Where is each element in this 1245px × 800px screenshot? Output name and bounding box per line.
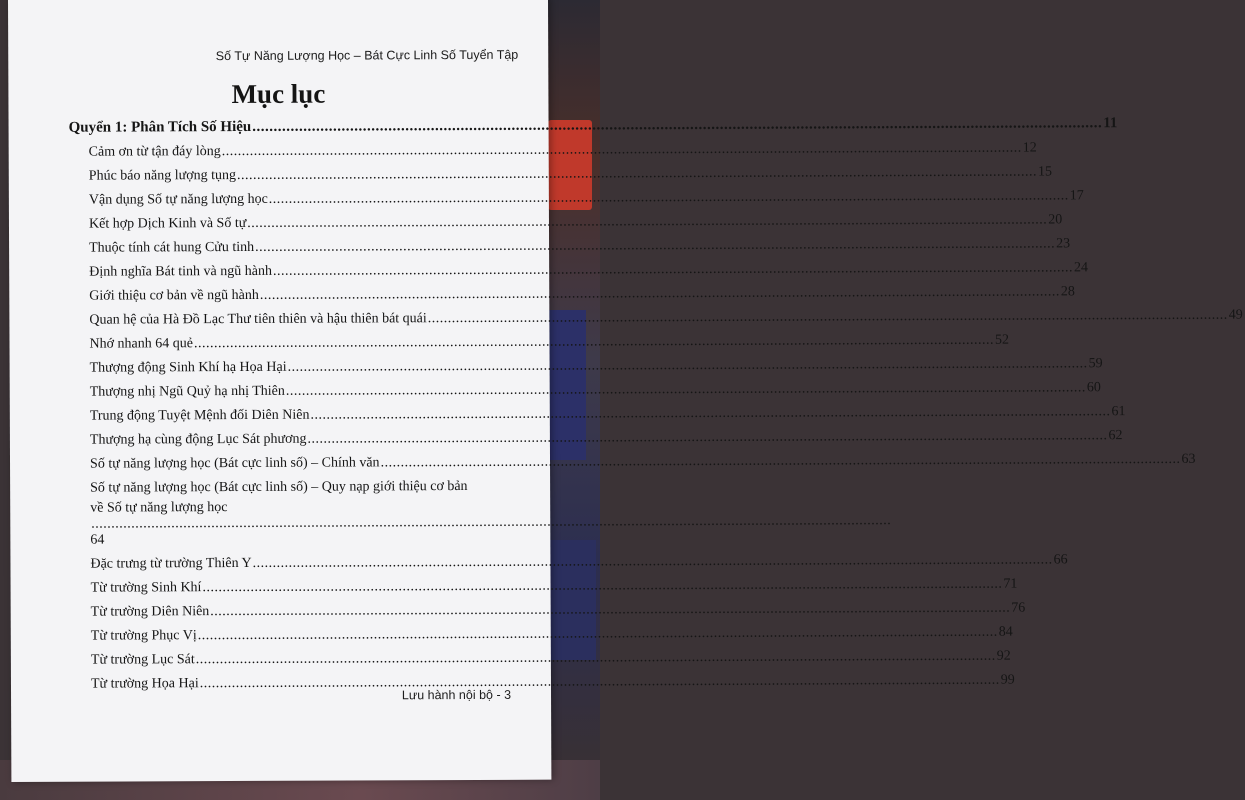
toc-entry-label: Trung động Tuyệt Mệnh đối Diên Niên — [89, 407, 310, 424]
toc-leader-dots: ........................................................................................................................................................................................................ — [247, 212, 1048, 231]
toc-chapter-page: 11 — [1103, 115, 1118, 132]
toc-entry — [69, 307, 1243, 329]
toc-entry-label: Phúc báo năng lượng tụng — [88, 168, 237, 184]
toc-entry-page: 92 — [996, 648, 1011, 664]
toc-entry — [69, 140, 1037, 161]
toc-entry-label: Từ trường Lục Sát — [90, 652, 195, 668]
toc-entry-label: Từ trường Diên Niên — [90, 604, 210, 620]
toc-entry — [70, 380, 1101, 401]
toc-entry — [70, 428, 1123, 449]
toc-entry — [70, 404, 1126, 425]
toc-entry-label-line1: Số tự năng lượng học (Bát cực linh số) – Quy nạp giới thiệu cơ bản — [90, 478, 468, 496]
toc-entry — [71, 600, 1026, 621]
toc-entry — [70, 356, 1103, 377]
toc-entry-page: 63 — [1181, 451, 1196, 467]
toc-entry-page: 66 — [1053, 552, 1068, 568]
toc-entry-list — [69, 140, 1243, 693]
toc-entry — [69, 236, 1071, 257]
toc-leader-dots: ........................................................................................................................................................................................................ — [202, 576, 1003, 596]
toc-entry-page: 24 — [1073, 260, 1088, 276]
toc-leader-dots: ........................................................................................................................................................................................................ — [427, 307, 1228, 327]
toc-entry-label: Kết hợp Dịch Kinh và Số tự — [88, 215, 247, 232]
toc-chapter-heading — [68, 115, 1118, 136]
toc-leader-dots: ........................................................................................................................................................................................................ — [259, 284, 1060, 303]
toc-leader-dots: ........................................................................................................................................................................................................ — [285, 380, 1086, 399]
toc-entry — [69, 188, 1084, 209]
toc-entry-page: 49 — [1228, 307, 1243, 323]
toc-entry-page: 61 — [1111, 404, 1126, 420]
toc-leader-dots: ........................................................................................................................................................................................................ — [252, 115, 1103, 135]
toc-entry-label: Từ trường Họa Hại — [90, 676, 199, 692]
toc-entry-page: 99 — [1000, 672, 1015, 688]
toc-leader-dots: ........................................................................................................................................................................................................ — [91, 513, 892, 532]
toc-entry-label: Thượng hạ cùng động Lục Sát phương — [89, 431, 307, 448]
toc-leader-dots: ........................................................................................................................................................................................................ — [380, 451, 1181, 471]
toc-entry-page: 60 — [1086, 380, 1101, 396]
toc-entry-page: 17 — [1069, 188, 1084, 204]
running-header: Số Tự Năng Lượng Học – Bát Cực Linh Số Tuyển Tập — [215, 47, 519, 64]
toc-leader-dots: ........................................................................................................................................................................................................ — [310, 404, 1111, 423]
toc-entry-label: Quan hệ của Hà Đồ Lạc Thư tiên thiên và hậu thiên bát quái — [89, 311, 427, 328]
toc-entry-label: về Số tự năng lượng học — [90, 500, 228, 516]
toc-leader-dots: ........................................................................................................................................................................................................ — [221, 140, 1022, 160]
toc-leader-dots: ........................................................................................................................................................................................................ — [307, 428, 1108, 447]
toc-entry-label: Từ trường Sinh Khí — [90, 580, 202, 596]
toc-entry-page: 12 — [1022, 140, 1037, 156]
toc-entry — [69, 332, 1009, 353]
toc-leader-dots: ........................................................................................................................................................................................................ — [272, 260, 1073, 279]
page-footer: Lưu hành nội bộ - 3 — [401, 687, 512, 703]
toc-entry-label: Vận dụng Số tự năng lượng học — [88, 191, 268, 208]
toc-entry-label: Thượng động Sinh Khí hạ Họa Hại — [89, 359, 287, 376]
toc-entry — [71, 576, 1018, 597]
toc-entry-label: Đặc trưng từ trường Thiên Y — [90, 555, 252, 572]
toc-entry-label: Thuộc tính cát hung Cửu tinh — [89, 239, 255, 256]
toc-leader-dots: ........................................................................................................................................................................................................ — [210, 600, 1011, 620]
toc-entry-page: 64 — [90, 532, 105, 548]
toc-leader-dots: ........................................................................................................................................................................................................ — [287, 356, 1088, 375]
toc-entry-label: Cảm ơn từ tận đáy lòng — [88, 144, 221, 160]
toc-entry — [69, 212, 1063, 233]
toc-entry — [71, 624, 1013, 645]
toc-leader-dots: ........................................................................................................................................................................................................ — [197, 624, 998, 644]
toc-entry-page: 20 — [1048, 212, 1063, 228]
toc-entry — [71, 648, 1011, 669]
toc-entry-page: 28 — [1060, 284, 1075, 300]
toc-entry-page: 59 — [1088, 356, 1103, 372]
toc-entry — [69, 284, 1075, 305]
toc-leader-dots: ........................................................................................................................................................................................................ — [268, 188, 1069, 207]
toc-entry — [70, 451, 1196, 473]
toc-entry — [69, 164, 1052, 185]
toc-leader-dots: ........................................................................................................................................................................................................ — [255, 236, 1056, 255]
toc-leader-dots: ........................................................................................................................................................................................................ — [195, 648, 996, 668]
toc-entry-page: 84 — [998, 624, 1013, 640]
toc-entry-label: Thượng nhị Ngũ Quỷ hạ nhị Thiên — [89, 383, 285, 400]
toc-entry — [69, 260, 1088, 281]
toc-entry-label: Số tự năng lượng học (Bát cực linh số) – Chính văn — [89, 455, 380, 472]
toc-entry-label: Từ trường Phục Vị — [90, 628, 197, 644]
toc-entry-page: 52 — [994, 332, 1009, 348]
toc-entry-page: 76 — [1011, 600, 1026, 616]
toc-entry — [70, 552, 1068, 573]
toc-entry-label: Định nghĩa Bát tinh và ngũ hành — [89, 263, 272, 280]
toc-leader-dots: ........................................................................................................................................................................................................ — [236, 164, 1037, 184]
toc-leader-dots: ........................................................................................................................................................................................................ — [199, 672, 1000, 692]
page-title: Mục lục — [231, 78, 326, 110]
table-of-contents — [68, 115, 1243, 701]
toc-entry-page: 23 — [1056, 236, 1071, 252]
toc-chapter-label: Quyển 1: Phân Tích Số Hiệu — [68, 118, 252, 136]
toc-entry-label: Giới thiệu cơ bản về ngũ hành — [89, 287, 259, 304]
book-page — [8, 0, 1243, 782]
toc-leader-dots: ........................................................................................................................................................................................................ — [193, 332, 994, 352]
toc-entry-page: 15 — [1037, 164, 1052, 180]
toc-entry — [70, 478, 892, 549]
toc-entry-label: Nhớ nhanh 64 quẻ — [89, 336, 193, 352]
toc-entry-page: 62 — [1108, 428, 1123, 444]
toc-entry-page: 71 — [1003, 576, 1018, 592]
toc-leader-dots: ........................................................................................................................................................................................................ — [252, 552, 1053, 571]
